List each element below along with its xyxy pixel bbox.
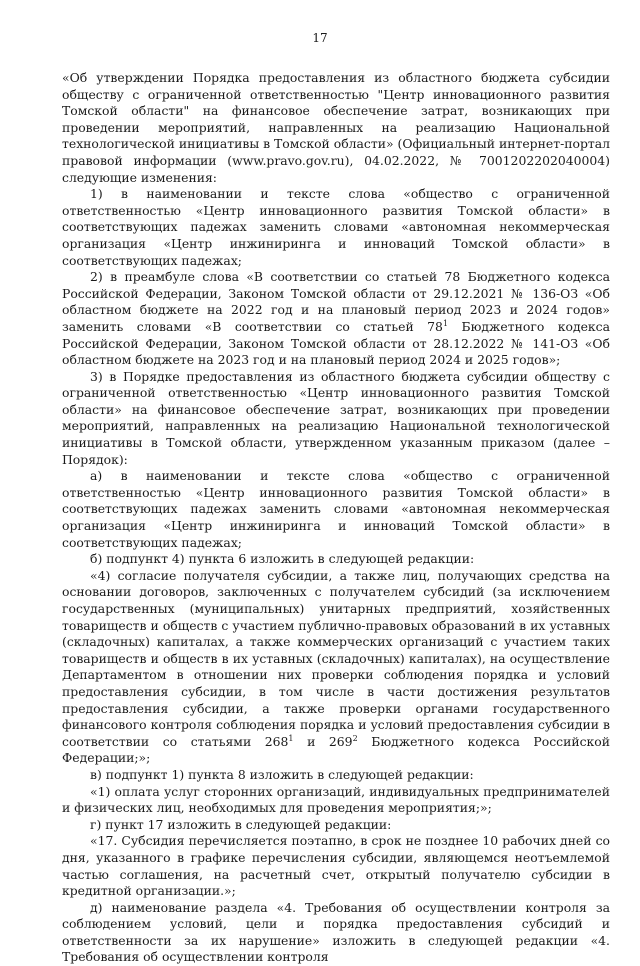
document-body	[62, 70, 610, 966]
paragraph-item-2	[62, 269, 610, 369]
paragraph-item-3b: б) подпункт 4) пункта 6 изложить в следующей редакции:	[90, 551, 475, 567]
paragraph-item-3c: в) подпункт 1) пункта 8 изложить в следующей редакции:	[90, 766, 474, 782]
paragraph-item-3b-quote-text: Бюджетного кодекса Российской Федерации;»;	[62, 733, 610, 766]
superscript-index: 2	[352, 733, 358, 743]
paragraph-item-2-text: 2) в преамбуле слова «В соответствии со статьей 78 Бюджетного кодекса Российской Федерации, Законом Томской области от 29.12.2021 № 136-ОЗ «Об областном бюджете на 2022 год и на плановый период 2023 и 2024 годов» заменить словами «В соответствии со статьей 78	[62, 269, 610, 334]
paragraph-item-3b-quote-text: «4) согласие получателя субсидии, а также лиц, получающих средства на основании договоров, заключенных с получателем субсидий (за исключением государственных (муниципальных) унитарных предприятий, хозяйственных товариществ и обществ с участием публично-правовых образований в их уставных (складочных) капиталах, а также коммерческих организаций с участием таких товариществ и обществ в их уставных (складочных) капиталах), на осуществление Департаментом в отношении них проверки соблюдения порядка и условий предоставления субсидии, в том числе в части достижения результатов предоставления субсидии, а также проверки органами государственного финансового контроля соблюдения порядка и условий предоставления субсидии в соответствии со статьями 268	[62, 567, 610, 749]
paragraph-item-3b-quote-text: и 269	[293, 733, 353, 749]
page-number: 17	[312, 31, 328, 45]
paragraph-item-3: 3) в Порядке предоставления из областного бюджета субсидии обществу с ограниченной ответственностью «Центр инновационного развития Томской области» на финансовое обеспечение затрат, возникающих при проведении мероприятий, направленных на реализацию Национальной технологической инициативы в Томской области, утвержденном указанным приказом (далее – Порядок):	[62, 368, 610, 467]
paragraph-item-3d-quote: «17. Субсидия перечисляется поэтапно, в срок не позднее 10 рабочих дней со дня, указанного в графике перечисления субсидии, являющемся неотъемлемой частью соглашения, на расчетный счет, открытый получателю субсидии в кредитной организации.»;	[62, 833, 610, 899]
paragraph-intro: «Об утверждении Порядка предоставления из областного бюджета субсидии обществу с ограниченной ответственностью "Центр инновационного развития Томской области" на финансовое обеспечение затрат, возникающих при проведении мероприятий, направленных на реализацию Национальной технологической инициативы в Томской области» (Официальный интернет-портал правовой информации (www.pravo.gov.ru), 04.02.2022, № 7001202202040004) следующие изменения:	[62, 70, 611, 185]
superscript-index: 1	[288, 733, 294, 743]
superscript-index: 1	[442, 318, 449, 328]
paragraph-item-3a: а) в наименовании и тексте слова «общество с ограниченной ответственностью «Центр инновационного развития Томской области» в соответствующих падежах заменить словами «автономная некоммерческая организация «Центр инжиниринга и инноваций Томской области» в соответствующих падежах;	[62, 468, 610, 550]
paragraph-item-3c-quote: «1) оплата услуг сторонних организаций, индивидуальных предпринимателей и физических лиц, необходимых для проведения мероприятия;»;	[62, 783, 610, 816]
paragraph-item-3d: г) пункт 17 изложить в следующей редакции:	[90, 816, 392, 832]
paragraph-item-1: 1) в наименовании и тексте слова «общество с ограниченной ответственностью «Центр инновационного развития Томской области» в соответствующих падежах заменить словами «автономная некоммерческая организация «Центр инжиниринга и инноваций Томской области» в соответствующих падежах;	[62, 186, 610, 268]
paragraph-item-3e: д) наименование раздела «4. Требования об осуществлении контроля за соблюдением условий, цели и порядка предоставления субсидий и ответственности за их нарушение» изложить в следующей редакции «4. Требования об осуществлении контроля	[62, 899, 610, 965]
paragraph-item-3b-quote	[62, 568, 610, 767]
paragraph-item-2-text: Бюджетного кодекса Российской Федерации, Законом Томской области от 28.12.2022 № 141-ОЗ «Об областном бюджете на 2023 год и на плановый период 2024 и 2025 годов»;	[62, 318, 610, 368]
